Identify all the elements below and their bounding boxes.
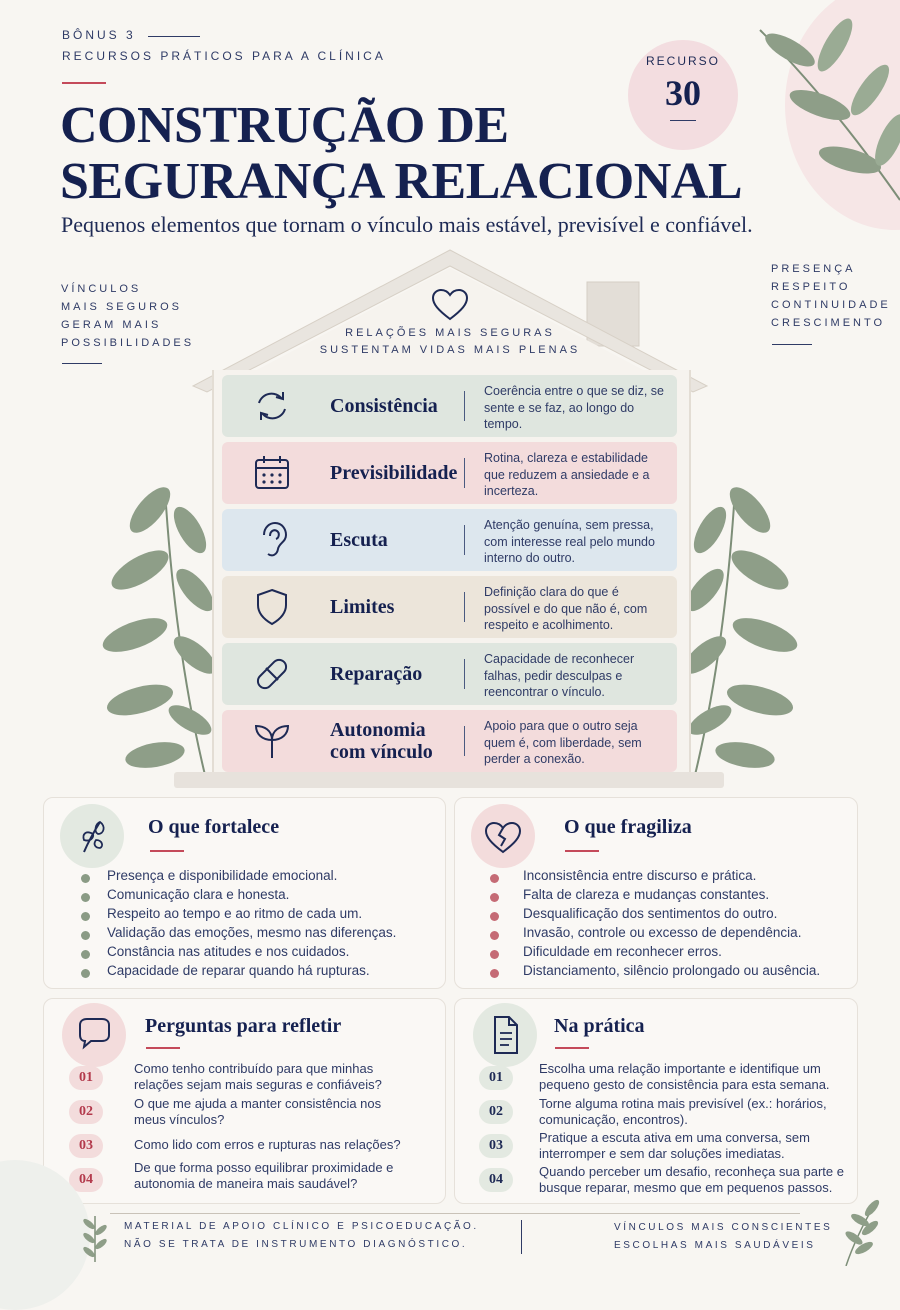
row-description: Atenção genuína, sem pressa, com interesse real pelo mundo interno do outro. (484, 518, 655, 565)
footer-tagline-2: ESCOLHAS MAIS SAUDÁVEIS (614, 1240, 816, 1251)
fragiliza-item: Invasão, controle ou excesso de dependência. (523, 925, 802, 940)
house-base (174, 772, 724, 788)
footer-disclaimer-2: NÃO SE TRATA DE INSTRUMENTO DIAGNÓSTICO. (124, 1239, 468, 1250)
question-number: 02 (69, 1100, 103, 1124)
leaf-branch-top-right (740, 10, 900, 220)
left-side-line: GERAM MAIS (61, 319, 162, 331)
right-side-text (771, 260, 891, 332)
footer-tagline-1: VÍNCULOS MAIS CONSCIENTES (614, 1222, 833, 1233)
leaf-icon (60, 804, 124, 868)
leaf-plant-right (680, 470, 805, 780)
row-separator (464, 458, 465, 488)
perguntas-title-underline (146, 1047, 180, 1049)
fragiliza-icon-circle (471, 804, 535, 868)
row-title: Limites (330, 596, 395, 618)
house-row-reparacao (222, 643, 677, 705)
fragiliza-item: Distanciamento, silêncio prolongado ou ausência. (523, 963, 821, 978)
row-description: Rotina, clareza e estabilidade que reduzem a ansiedade e a incerteza. (484, 451, 650, 498)
pratica-title: Na prática (554, 1015, 645, 1037)
right-side-line: CRESCIMENTO (771, 317, 886, 329)
bandage-icon (252, 655, 292, 693)
practice-text: Quando perceber um desafio, reconheça sua parte e busque reparar, mesmo que em pequenos passos. (539, 1164, 844, 1195)
footer-disclaimer-1: MATERIAL DE APOIO CLÍNICO E PSICOEDUCAÇÃO. (124, 1221, 479, 1232)
fortalece-icon-circle (60, 804, 124, 868)
refresh-icon (252, 387, 292, 425)
practice-number: 03 (479, 1134, 513, 1158)
fragiliza-title-underline (565, 850, 599, 852)
practice-text: Escolha uma relação importante e identifique um pequeno gesto de consistência para esta semana. (539, 1061, 830, 1092)
card-perguntas (43, 998, 446, 1204)
fortalece-item: Constância nas atitudes e nos cuidados. (107, 944, 350, 959)
badge-label: RECURSO (645, 54, 720, 68)
left-side-line: MAIS SEGUROS (61, 301, 182, 313)
bullet-dot (490, 931, 499, 940)
row-separator (464, 726, 465, 756)
pratica-icon-circle (473, 1003, 537, 1067)
section-label: RECURSOS PRÁTICOS PARA A CLÍNICA (62, 49, 386, 63)
row-description: Coerência entre o que se diz, se sente e se faz, ao longo do tempo. (484, 384, 664, 431)
heart-icon (430, 287, 470, 323)
fortalece-title: O que fortalece (148, 816, 280, 838)
document-icon (473, 1003, 537, 1067)
card-fragiliza (454, 797, 858, 989)
perguntas-icon-circle (62, 1003, 126, 1067)
house-row-escuta (222, 509, 677, 571)
row-separator (464, 391, 465, 421)
bonus-label: BÔNUS 3 (62, 28, 136, 42)
card-pratica (454, 998, 858, 1204)
fragiliza-item: Desqualificação dos sentimentos do outro. (523, 906, 778, 921)
row-separator (464, 592, 465, 622)
left-side-underline (62, 363, 102, 364)
fortalece-item: Respeito ao tempo e ao ritmo de cada um. (107, 906, 363, 921)
bullet-dot (490, 912, 499, 921)
fragiliza-title: O que fragiliza (564, 816, 692, 838)
house-row-limites (222, 576, 677, 638)
bullet-dot (81, 874, 90, 883)
fortalece-item: Capacidade de reparar quando há rupturas. (107, 963, 370, 978)
practice-number: 01 (479, 1066, 513, 1090)
bullet-dot (81, 912, 90, 921)
title-line-1: CONSTRUÇÃO DE (60, 97, 509, 154)
row-title: Consistência (330, 395, 438, 417)
question-text: Como lido com erros e rupturas nas relações? (134, 1137, 401, 1152)
calendar-icon (252, 454, 292, 492)
house-row-previsibilidade (222, 442, 677, 504)
left-side-line: VÍNCULOS (61, 283, 142, 295)
fragiliza-item: Falta de clareza e mudanças constantes. (523, 887, 770, 902)
resource-badge (628, 40, 738, 150)
bonus-underline (148, 36, 200, 37)
roof-text-2: SUSTENTAM VIDAS MAIS PLENAS (319, 344, 581, 356)
bullet-dot (81, 893, 90, 902)
left-side-text (61, 280, 194, 352)
bullet-dot (81, 950, 90, 959)
row-separator (464, 525, 465, 555)
ear-icon (252, 521, 292, 559)
header-accent-line (62, 82, 106, 84)
fortalece-title-underline (150, 850, 184, 852)
fortalece-item: Presença e disponibilidade emocional. (107, 868, 338, 883)
question-text: O que me ajuda a manter consistência nos meus vínculos? (134, 1096, 382, 1127)
bullet-dot (490, 893, 499, 902)
leaf-sprig-left-icon (78, 1212, 112, 1262)
fragiliza-item: Inconsistência entre discurso e prática. (523, 868, 757, 883)
bullet-dot (490, 950, 499, 959)
left-side-line: POSSIBILIDADES (61, 337, 195, 349)
right-side-line: CONTINUIDADE (771, 299, 891, 311)
row-title: Previsibilidade (330, 462, 458, 484)
row-description: Capacidade de reconhecer falhas, pedir desculpas e reencontrar o vínculo. (484, 652, 635, 699)
sprout-icon (252, 722, 292, 760)
title-line-2: SEGURANÇA RELACIONAL (60, 153, 742, 210)
roof-text-1: RELAÇÕES MAIS SEGURAS (345, 327, 555, 339)
card-fortalece (43, 797, 446, 989)
right-side-line: RESPEITO (771, 281, 851, 293)
fortalece-item: Comunicação clara e honesta. (107, 887, 290, 902)
badge-underline (670, 120, 696, 121)
right-side-line: PRESENÇA (771, 263, 856, 275)
question-number: 03 (69, 1134, 103, 1158)
row-title: Autonomia com vínculo (330, 719, 433, 763)
broken-heart-icon (471, 804, 535, 868)
badge-number: 30 (665, 73, 701, 113)
house-row-autonomia (222, 710, 677, 772)
house-row-consistencia (222, 375, 677, 437)
fortalece-item: Validação das emoções, mesmo nas diferenças. (107, 925, 397, 940)
row-description: Apoio para que o outro seja quem é, com liberdade, sem perder a conexão. (484, 719, 642, 766)
leaf-plant-left (95, 470, 220, 780)
row-separator (464, 659, 465, 689)
question-text: De que forma posso equilibrar proximidade e autonomia de maneira mais saudável? (134, 1160, 394, 1191)
footer-top-line (110, 1213, 800, 1214)
practice-number: 04 (479, 1168, 513, 1192)
bullet-dot (81, 969, 90, 978)
footer-divider (521, 1220, 522, 1254)
practice-text: Pratique a escuta ativa em uma conversa, sem interromper e sem dar soluções imediatas. (539, 1130, 810, 1161)
row-title: Escuta (330, 529, 388, 551)
question-number: 01 (69, 1066, 103, 1090)
perguntas-title: Perguntas para refletir (145, 1015, 342, 1037)
right-side-underline (772, 344, 812, 345)
practice-text: Torne alguma rotina mais previsível (ex.: horários, comunicação, encontros). (539, 1096, 827, 1127)
row-title: Reparação (330, 663, 423, 685)
practice-number: 02 (479, 1100, 513, 1124)
speech-bubble-icon (62, 1003, 126, 1067)
question-number: 04 (69, 1168, 103, 1192)
bullet-dot (490, 874, 499, 883)
bullet-dot (81, 931, 90, 940)
leaf-sprig-right-icon (836, 1196, 886, 1266)
row-description: Definição clara do que é possível e do que não é, com respeito e acolhimento. (484, 585, 648, 632)
pratica-title-underline (555, 1047, 589, 1049)
page-subtitle: Pequenos elementos que tornam o vínculo mais estável, previsível e confiável. (61, 212, 753, 237)
bullet-dot (490, 969, 499, 978)
question-text: Como tenho contribuído para que minhas relações sejam mais seguras e confiáveis? (134, 1061, 382, 1092)
shield-icon (252, 588, 292, 626)
fragiliza-item: Dificuldade em reconhecer erros. (523, 944, 722, 959)
